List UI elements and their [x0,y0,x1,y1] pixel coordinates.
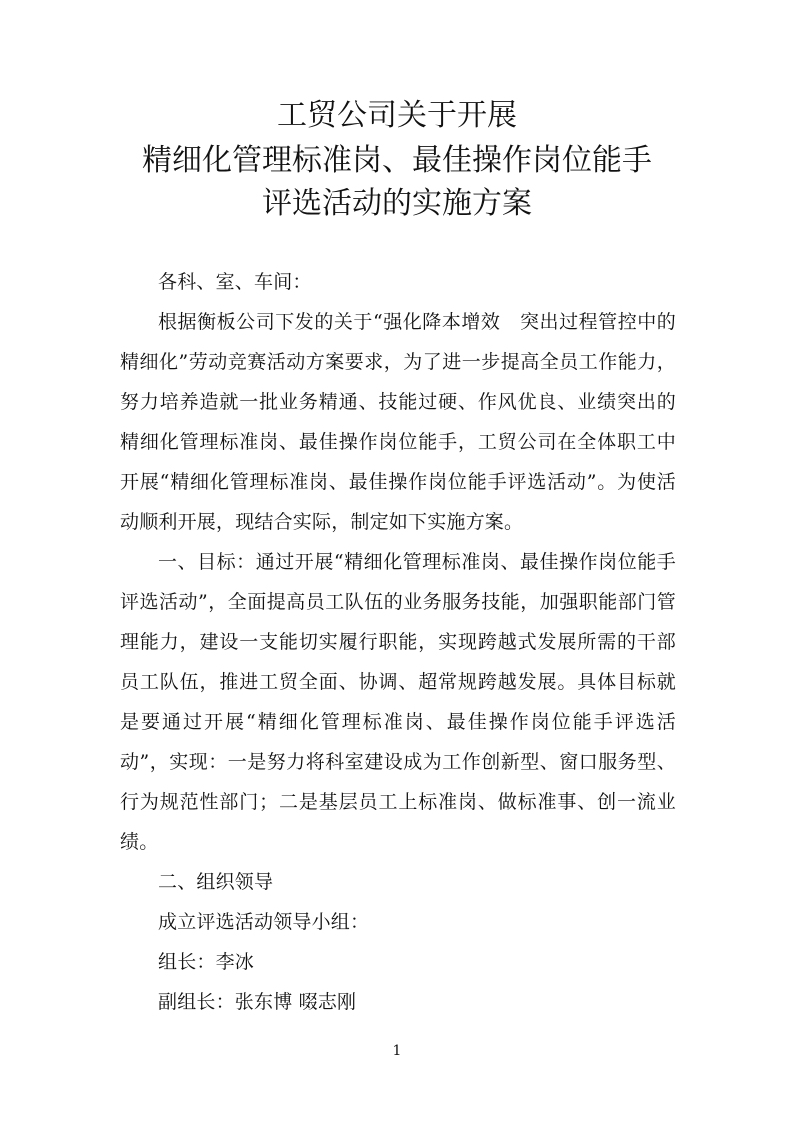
paragraph-objective: 一、目标：通过开展“精细化管理标准岗、最佳操作岗位能手评选活动”，全面提高员工队伍的业务服务技能，加强职能部门管理能力，建设一支能切实履行职能，实现跨越式发展所需的干部员工队伍，推进工贸全面、协调、超常规跨越发展。具体目标就是要通过开展“精细化管理标准岗、最佳操作岗位能手评选活动”，实现：一是努力将科室建设成为工作创新型、窗口服务型、行为规范性部门；二是基层员工上标准岗、做标准事、创一流业绩。 [120,551,676,853]
paragraph-leadership-group: 成立评选活动领导小组： [158,911,370,933]
page-number: 1 [392,1043,402,1059]
salutation: 各科、室、车间： [158,271,312,293]
title-line-1: 工贸公司关于开展 [277,98,517,133]
title-line-3: 评选活动的实施方案 [262,186,532,221]
section-heading-organization: 二、组织领导 [158,871,274,893]
group-leader: 组长：李冰 [158,951,255,973]
paragraph-background: 根据衡板公司下发的关于“强化降本增效 突出过程管控中的精细化”劳动竞赛活动方案要求，为了进一步提高全员工作能力，努力培养造就一批业务精通、技能过硬、作风优良、业绩突出的精细化管理标准岗、最佳操作岗位能手，工贸公司在全体职工中开展“精细化管理标准岗、最佳操作岗位能手评选活动”。为使活动顺利开展，现结合实际，制定如下实施方案。 [120,311,676,533]
title-line-2: 精细化管理标准岗、最佳操作岗位能手 [142,143,652,178]
document-body [120,262,676,1022]
deputy-group-leaders: 副组长：张东博 啜志刚 [158,991,357,1013]
